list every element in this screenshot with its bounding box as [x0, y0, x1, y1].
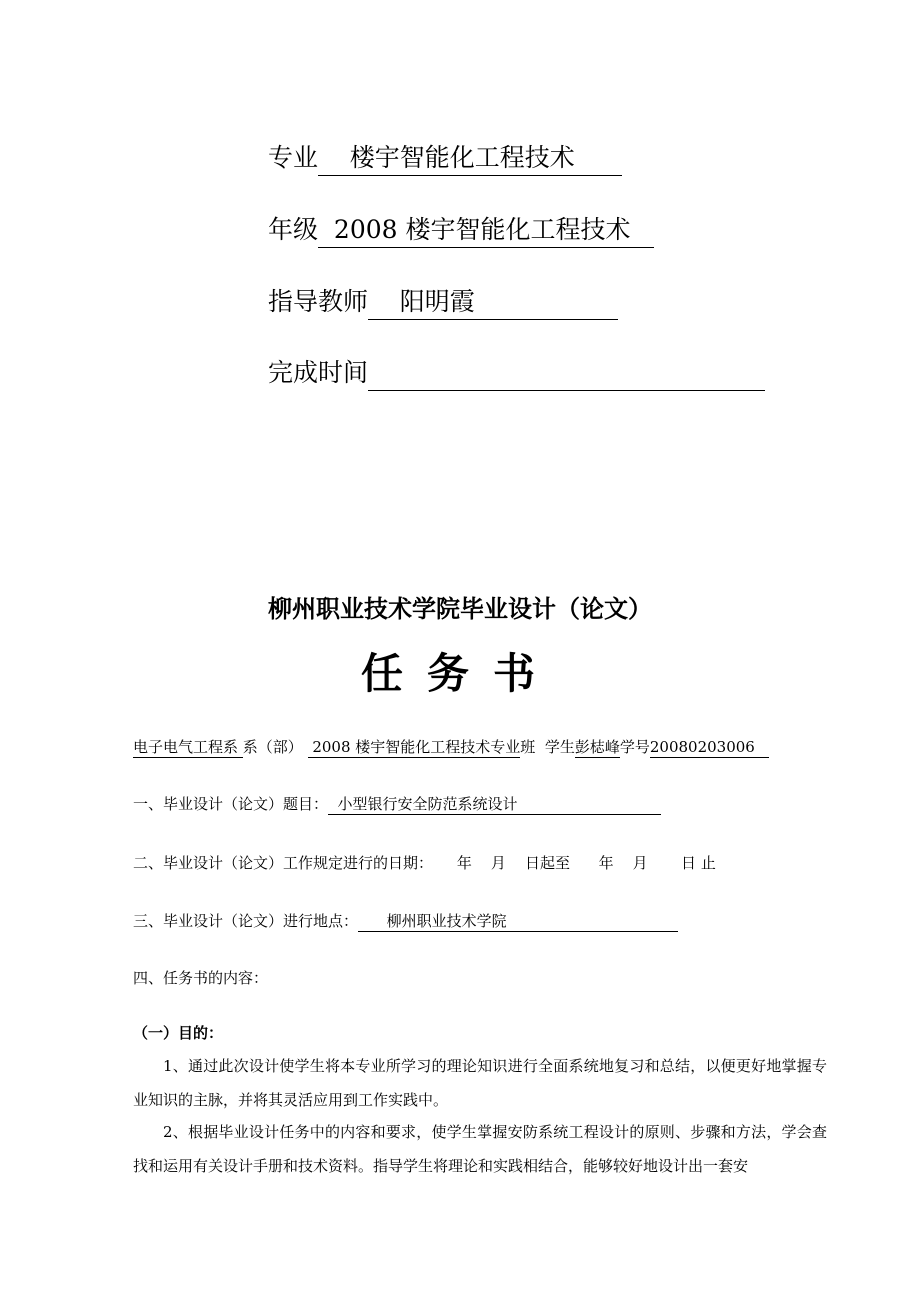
- cover-major-line: [268, 143, 622, 176]
- grade-label: 年级: [268, 215, 319, 244]
- grade-value: 2008 楼宇智能化工程技术: [318, 215, 654, 248]
- date-label: 完成时间: [268, 358, 369, 387]
- paragraph-2: 2、根据毕业设计任务中的内容和要求，使学生掌握安防系统工程设计的原则、步骤和方法，学会查找和运用有关设计手册和技术资料。指导学生将理论和实践相结合，能够较好地设计出一套安: [133, 1123, 827, 1175]
- advisor-value: 阳明霞: [368, 287, 618, 320]
- class-suffix: 班 学生: [520, 738, 575, 756]
- student-name: 彭梽峰: [574, 738, 620, 756]
- cover-grade-line: [268, 215, 654, 248]
- student-id: 20080203006: [649, 738, 770, 756]
- item-topic: [133, 793, 661, 815]
- section-purpose-heading: （一）目的：: [133, 1024, 224, 1042]
- task-book-title: 任务书: [360, 649, 559, 698]
- dept-suffix: 系（部）: [242, 738, 308, 756]
- item-location-value: 柳州职业技术学院: [358, 912, 679, 930]
- task-header-row: [133, 736, 769, 758]
- item-dates: 二、毕业设计（论文）工作规定进行的日期： 年 月 日起至 年 月 日 止: [133, 854, 716, 872]
- major-value: 楼宇智能化工程技术: [318, 143, 622, 176]
- paragraph-1: 1、通过此次设计使学生将本专业所学习的理论知识进行全面系统地复习和总结，以便更好地掌握专业知识的主脉，并将其灵活应用到工作实践中。: [133, 1057, 827, 1109]
- item-topic-value: 小型银行安全防范系统设计: [328, 795, 661, 813]
- item-location-label: 三、毕业设计（论文）进行地点：: [133, 912, 359, 930]
- item-topic-label: 一、毕业设计（论文）题目：: [133, 795, 329, 813]
- cover-date-line: [268, 358, 765, 391]
- item-location: [133, 910, 678, 932]
- major-label: 专业: [268, 143, 319, 172]
- date-value: [368, 358, 765, 391]
- class-value: 2008 楼宇智能化工程技术专业: [307, 738, 521, 756]
- cover-advisor-line: [268, 287, 618, 320]
- student-id-label: 学号: [619, 738, 650, 756]
- dept-value: 电子电气工程系: [133, 738, 243, 756]
- advisor-label: 指导教师: [268, 287, 369, 316]
- school-title: 柳州职业技术学院毕业设计（论文）: [268, 594, 652, 623]
- item-contents: 四、任务书的内容：: [133, 969, 269, 987]
